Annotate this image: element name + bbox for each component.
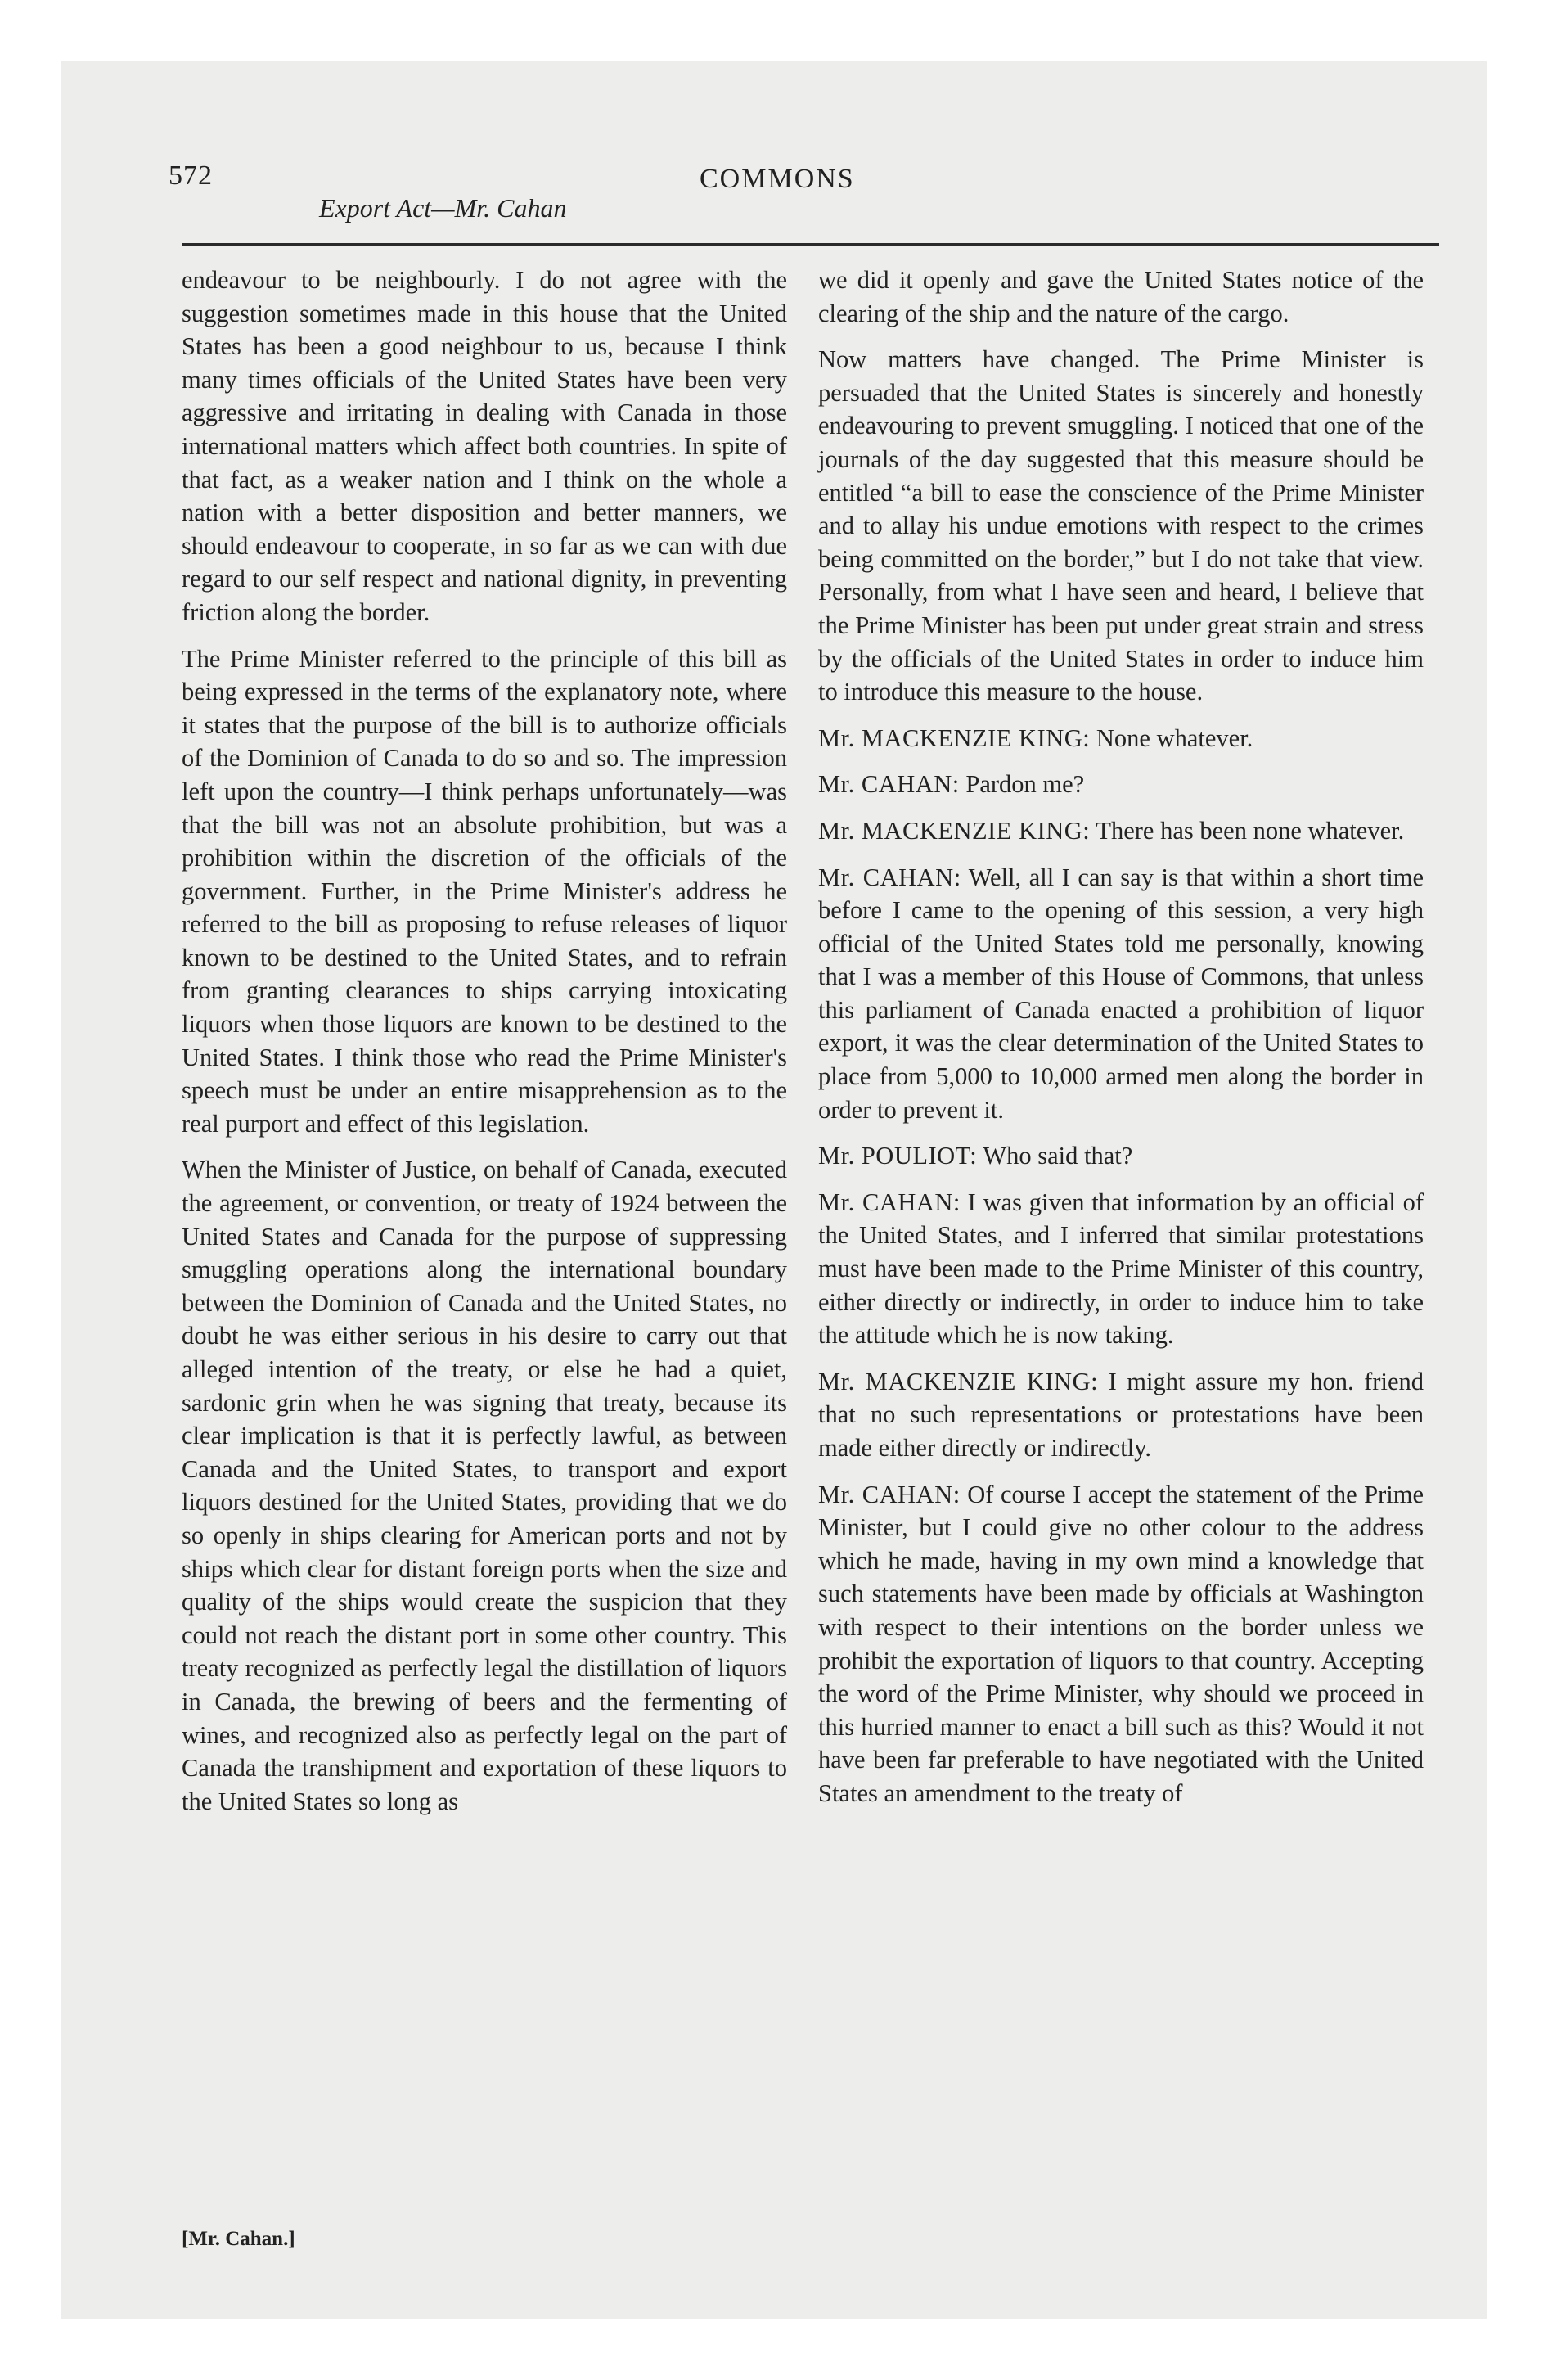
paragraph: The Prime Minister referred to the principle of this bill as being expressed in the terms of the explanatory note, where it states that the purpose of the bill is to authorize officials of the Dominion of Canada to do so and so. The impression left upon the country—I think perhaps unfortunately—was that the bill was not an absolute prohibition, but was a prohibition within the discretion of the officials of the government. Further, in the Prime Minister's address he referred to the bill as proposing to refuse releases of liquor known to be destined to the United States, and to refrain from granting clearances to ships carrying intoxicating liquors when those liquors are known to be destined to the United States. I think those who read the Prime Minister's speech must be under an entire misapprehension as to the real purport and effect of this legislation. [182,644,787,1138]
speech-text: I might assure my hon. friend that no such representations or protestations have been made either directly or indirectly. [818,1367,1424,1462]
speaker-name: Mr. POULIOT: [818,1142,978,1170]
speaker-name: Mr. MACKENZIE KING: [818,816,1091,845]
right-column [818,264,1424,1823]
header-divider [182,243,1439,246]
speaker-attribution: [Mr. Cahan.] [182,2228,295,2250]
speaker-name: Mr. MACKENZIE KING: [818,1367,1099,1395]
speech [818,768,1424,801]
speech [818,814,1424,848]
running-header-title: COMMONS [700,164,855,194]
speaker-name: Mr. CAHAN: [818,1188,961,1216]
page-number: 572 [169,160,213,191]
speech [818,722,1424,755]
left-column [182,264,787,1831]
paragraph: Now matters have changed. The Prime Minister is persuaded that the United States is sincerely and honestly endeavouring to prevent smuggling. I noticed that one of the journals of the day suggested that this measure should be entitled “a bill to ease the conscience of the Prime Minister and to allay his undue emotions with respect to the crimes being committed on the border,” but I do not take that view. Personally, from what I have seen and heard, I believe that the Prime Minister has been put under great strain and stress by the officials of the United States in order to induce him to introduce this measure to the house. [818,345,1424,706]
speaker-name: Mr. CAHAN: [818,770,960,799]
speech [818,1365,1424,1465]
speech [818,1139,1424,1173]
speech [818,861,1424,1127]
speech-text: Well, all I can say is that within a short time before I came to the opening of this session, a very high official of the United States told me personally, knowing that I was a member of this House of Commons, that unless this parliament of Canada enacted a prohibition of liquor export, it was the clear determination of the United States to place from 5,000 to 10,000 armed men along the border in order to prevent it. [818,863,1424,1124]
paragraph: When the Minister of Justice, on behalf of Canada, executed the agreement, or convention, or treaty of 1924 between the United States and Canada for the purpose of suppressing smuggling operations along the international boundary between the Dominion of Canada and the United States, no doubt he was either serious in his desire to carry out that alleged intention of the treaty, or else he had a quiet, sardonic grin when he was signing that treaty, because its clear implication is that it is perfectly lawful, as between Canada and the United States, to transport and export liquors destined for the United States, providing that we do so openly in ships clearing for American ports and not by ships which clear for distant foreign ports when the size and quality of the ships would create the suspicion that they could not reach the distant port in some other country. This treaty recognized as perfectly legal the distillation of liquors in Canada, the brewing of beers and the fermenting of wines, and recognized also as perfectly legal on the part of Canada the transhipment and exportation of these liquors to the United States so long as [182,1156,787,1815]
speech-text: None whatever. [1096,723,1253,752]
speech [818,1186,1424,1352]
speaker-name: Mr. CAHAN: [818,1480,961,1508]
speaker-name: Mr. CAHAN: [818,863,961,891]
paragraph: endeavour to be neighbourly. I do not agree with the suggestion sometimes made in this house that the United States has been a good neighbour to us, because I think many times officials of the United States have been very aggressive and irritating in dealing with Canada in those international matters which affect both countries. In spite of that fact, as a weaker nation and I think on the whole a nation with a better disposition and better manners, we should endeavour to cooperate, in so far as we can with due regard to our self respect and national dignity, in preventing friction along the border. [182,266,787,626]
running-header-subject: Export Act—Mr. Cahan [319,193,567,223]
speech-text: Pardon me? [965,770,1085,799]
speech-text: Of course I accept the statement of the Prime Minister, but I could give no other colour to the address which he made, having in my own mind a knowledge that such statements have been made by officials at Washington with respect to their intentions on the border unless we prohibit the exportation of liquors to that country. Accepting the word of the Prime Minister, why should we proceed in this hurried manner to enact a bill such as this? Would it not have been far preferable to have negotiated with the United States an amendment to the treaty of [818,1480,1424,1807]
speech-text: Who said that? [983,1142,1133,1170]
paragraph: we did it openly and gave the United States notice of the clearing of the ship and the nature of the cargo. [818,266,1424,327]
speaker-name: Mr. MACKENZIE KING: [818,723,1091,752]
speech-text: I was given that information by an official of the United States, and I inferred that similar protestations must have been made to the Prime Minister of this country, either directly or indirectly, in order to induce him to take the attitude which he is now taking. [818,1188,1424,1350]
speech-text: There has been none whatever. [1096,816,1405,845]
speech [818,1478,1424,1810]
